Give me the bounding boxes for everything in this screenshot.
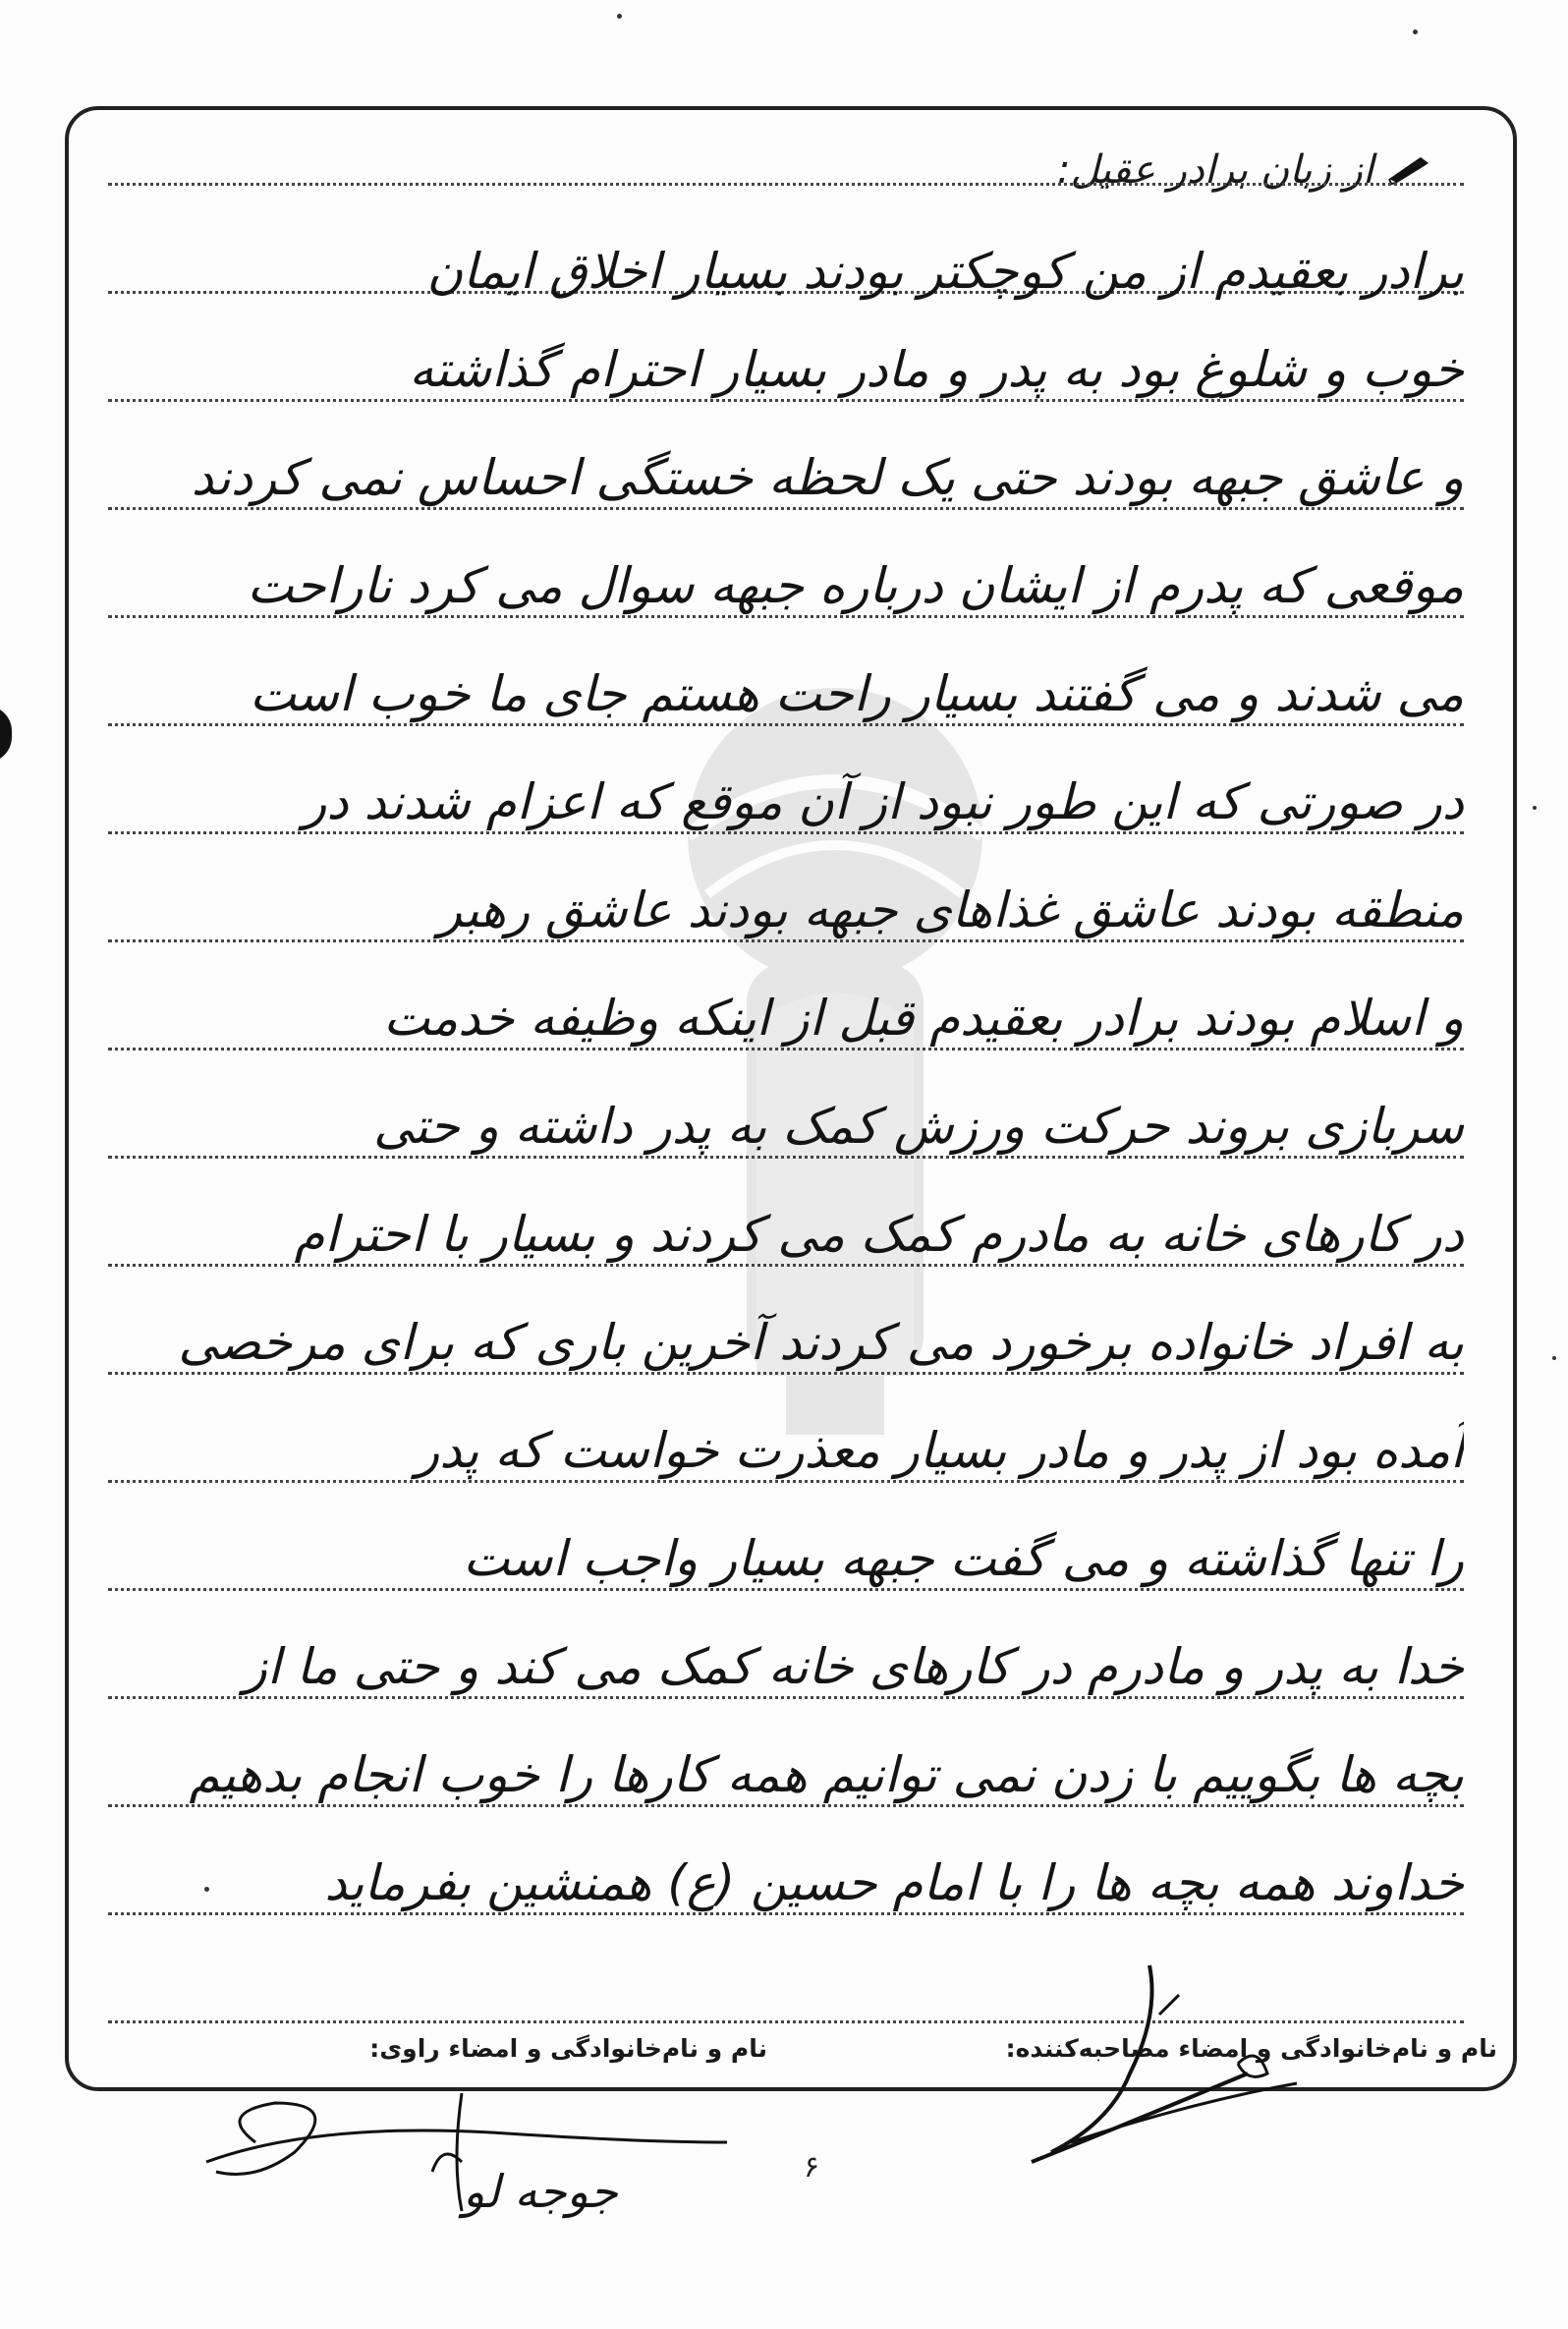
ruled-line [108,507,1464,510]
scan-speck [1413,29,1418,34]
page-number: ۶ [804,2150,820,2185]
page-header [1057,147,1430,193]
ruled-line [108,399,1464,402]
ruled-line [108,1156,1464,1159]
text-line-1: برادر بعقیدم از من کوچکتر بودند بسیار اخلاق ایمان [426,243,1464,300]
ruled-line [108,1696,1464,1699]
narrator-signature-text: جوجه لو [463,2165,618,2218]
scan-speck [617,14,622,19]
text-line-9: سربازی بروند حرکت ورزش کمک به پدر داشته و حتی [373,1098,1464,1155]
ruled-line [108,1804,1464,1807]
text-line-6: در صورتی که این طور نبود از آن موقع که اعزام شدند در [303,773,1464,830]
ruled-line [108,1588,1464,1591]
text-line-13: را تنها گذاشته و می گفت جبهه بسیار واجب است [463,1530,1464,1587]
scan-speck [204,1887,209,1892]
text-line-15: بچه ها بگوییم با زدن نمی توانیم همه کارها را خوب انجام بدهیم [189,1746,1464,1803]
ruled-line [108,723,1464,726]
text-line-4: موقعی که پدرم از ایشان درباره جبهه سوال می کرد ناراحت [247,557,1464,614]
header-title: از زبان برادر عقیل: [1057,147,1373,193]
text-line-3: و عاشق جبهه بودند حتی یک لحظه خستگی احساس نمی کردند [191,449,1464,506]
text-line-7: منطقه بودند عاشق غذاهای جبهه بودند عاشق رهبر [438,881,1464,938]
ruled-line [108,831,1464,834]
text-line-11: به افراد خانواده برخورد می کردند آخرین باری که برای مرخصی [178,1314,1464,1371]
text-line-8: و اسلام بودند برادر بعقیدم قبل از اینکه وظیفه خدمت [383,990,1464,1047]
ruled-line [108,1912,1464,1915]
ruled-line [108,1372,1464,1375]
ruled-line [108,183,1464,186]
text-line-14: خدا به پدر و مادرم در کارهای خانه کمک می کند و حتی ما از [243,1638,1464,1695]
interviewer-signature-label: نام و نام‌خانوادگی و امضاء مصاحبه‌کننده: [1005,2034,1497,2063]
narrator-signature-label: نام و نام‌خانوادگی و امضاء راوی: [369,2034,767,2063]
scan-speck [1533,806,1537,810]
ruled-line [108,1048,1464,1051]
text-line-16: خداوند همه بچه ها را با امام حسین (ع) همنشین بفرماید [324,1854,1464,1911]
text-line-10: در کارهای خانه به مادرم کمک می کردند و بسیار با احترام [294,1206,1464,1263]
ruled-line [108,1264,1464,1267]
scan-speck [1552,1356,1556,1360]
ruled-line [108,1480,1464,1483]
text-line-2: خوب و شلوغ بود به پدر و مادر بسیار احترام گذاشته [409,341,1464,398]
binding-mark [0,706,12,763]
ruled-line [108,615,1464,618]
text-line-5: می شدند و می گفتند بسیار راحت هستم جای ما خوب است [249,665,1464,722]
pen-icon [1387,155,1430,185]
ruled-line [108,939,1464,942]
interviewer-signature [1012,1956,1307,2182]
text-line-12: آمده بود از پدر و مادر بسیار معذرت خواست که پدر [416,1422,1464,1479]
